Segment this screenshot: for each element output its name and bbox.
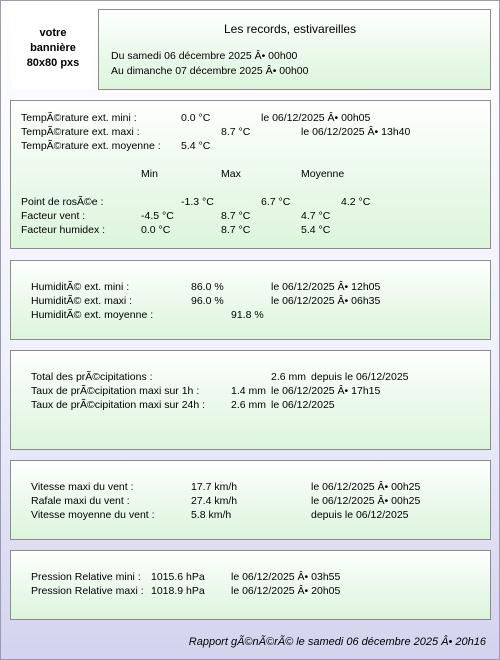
dewpoint-max: 6.7 °C xyxy=(261,196,291,208)
banner-line-2: bannière xyxy=(30,42,76,54)
pressure-panel xyxy=(10,550,491,620)
hum-min-value: 86.0 % xyxy=(191,281,224,293)
header-panel xyxy=(98,9,491,90)
banner-line-3: 80x80 pxs xyxy=(26,57,80,69)
col-header-avg: Moyenne xyxy=(301,168,345,180)
temperature-panel xyxy=(10,100,491,249)
pressure-min-when: le 06/12/2025 Â• 03h55 xyxy=(231,571,341,583)
wind-max-label: Vitesse maxi du vent : xyxy=(31,481,134,493)
humidex-label: Facteur humidex : xyxy=(21,224,106,236)
pressure-min-label: Pression Relative mini : xyxy=(31,571,141,583)
wind-gust-value: 27.4 km/h xyxy=(191,495,238,507)
dewpoint-avg: 4.2 °C xyxy=(341,196,371,208)
report-footer: Rapport gÃ©nÃ©rÃ© le samedi 06 décembre 2025 Â• 20h16 xyxy=(188,636,486,648)
period-from: Du samedi 06 décembre 2025 Â• 00h00 xyxy=(111,50,298,62)
dewpoint-min: -1.3 °C xyxy=(181,196,214,208)
rain-24h-label: Taux de prÃ©cipitation maxi sur 24h : xyxy=(31,399,206,411)
hum-avg-value: 91.8 % xyxy=(231,309,264,321)
temp-min-value: 0.0 °C xyxy=(181,112,211,124)
pressure-min-value: 1015.6 hPa xyxy=(151,571,205,583)
temp-max-when: le 06/12/2025 Â• 13h40 xyxy=(301,126,411,138)
banner-placeholder xyxy=(12,9,94,89)
windchill-label: Facteur vent : xyxy=(21,210,86,222)
pressure-max-value: 1018.9 hPa xyxy=(151,585,205,597)
col-header-max: Max xyxy=(221,168,241,180)
hum-avg-label: HumiditÃ© ext. moyenne : xyxy=(31,309,154,321)
col-header-min: Min xyxy=(141,168,158,180)
wind-avg-label: Vitesse moyenne du vent : xyxy=(31,509,155,521)
rain-1h-value: 1.4 mm xyxy=(231,385,267,397)
wind-avg-when: depuis le 06/12/2025 xyxy=(311,509,409,521)
humidex-avg: 5.4 °C xyxy=(301,224,331,236)
banner-line-1: votre xyxy=(39,27,67,39)
wind-gust-when: le 06/12/2025 Â• 00h25 xyxy=(311,495,421,507)
page-title: Les records, estivareilles xyxy=(224,22,357,36)
wind-avg-value: 5.8 km/h xyxy=(191,509,232,521)
humidex-min: 0.0 °C xyxy=(141,224,171,236)
hum-max-value: 96.0 % xyxy=(191,295,224,307)
rain-panel xyxy=(10,350,491,450)
hum-min-when: le 06/12/2025 Â• 12h05 xyxy=(271,281,381,293)
temp-max-label: TempÃ©rature ext. maxi : xyxy=(21,126,140,138)
temp-max-value: 8.7 °C xyxy=(221,126,251,138)
temp-min-when: le 06/12/2025 Â• 00h05 xyxy=(261,112,371,124)
humidity-panel xyxy=(10,260,491,340)
hum-max-label: HumiditÃ© ext. maxi : xyxy=(31,295,133,307)
rain-total-value: 2.6 mm xyxy=(271,371,307,383)
hum-max-when: le 06/12/2025 Â• 06h35 xyxy=(271,295,381,307)
windchill-avg: 4.7 °C xyxy=(301,210,331,222)
wind-panel xyxy=(10,460,491,540)
rain-1h-when: le 06/12/2025 Â• 17h15 xyxy=(271,385,381,397)
wind-gust-label: Rafale maxi du vent : xyxy=(31,495,130,507)
temp-avg-value: 5.4 °C xyxy=(181,140,211,152)
rain-24h-value: 2.6 mm xyxy=(231,399,267,411)
temp-min-label: TempÃ©rature ext. mini : xyxy=(21,112,137,124)
rain-24h-when: le 06/12/2025 xyxy=(271,399,335,411)
dewpoint-label: Point de rosÃ©e : xyxy=(21,196,104,208)
pressure-max-label: Pression Relative maxi : xyxy=(31,585,144,597)
rain-total-label: Total des prÃ©cipitations : xyxy=(31,371,153,383)
temp-avg-label: TempÃ©rature ext. moyenne : xyxy=(21,140,161,152)
period-to: Au dimanche 07 décembre 2025 Â• 00h00 xyxy=(111,65,309,77)
rain-total-when: depuis le 06/12/2025 xyxy=(311,371,409,383)
wind-max-value: 17.7 km/h xyxy=(191,481,238,493)
rain-1h-label: Taux de prÃ©cipitation maxi sur 1h : xyxy=(31,385,200,397)
windchill-min: -4.5 °C xyxy=(141,210,174,222)
wind-max-when: le 06/12/2025 Â• 00h25 xyxy=(311,481,421,493)
hum-min-label: HumiditÃ© ext. mini : xyxy=(31,281,130,293)
windchill-max: 8.7 °C xyxy=(221,210,251,222)
pressure-max-when: le 06/12/2025 Â• 20h05 xyxy=(231,585,341,597)
humidex-max: 8.7 °C xyxy=(221,224,251,236)
